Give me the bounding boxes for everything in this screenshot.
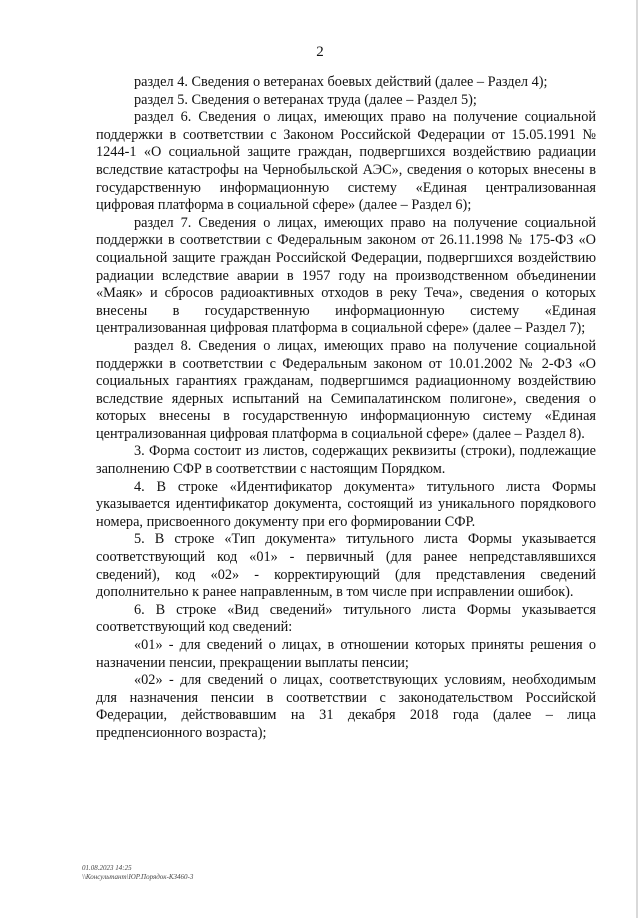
paragraph-item-4: 4. В строке «Идентификатор документа» титульного листа Формы указывается идентификатор документа, состоящий из уникального порядкового номера, присвоенного документу при его формировании СФР. (96, 478, 596, 530)
scan-edge-right (636, 0, 638, 918)
paragraph-section-4: раздел 4. Сведения о ветеранах боевых действий (далее – Раздел 4); (134, 74, 548, 90)
paragraph-section-6: раздел 6. Сведения о лицах, имеющих право на получение социальной поддержки в соответствии с Законом Российской Федерации от 15.05.1991 № 1244-1 «О социальной защите граждан, подвергшихся воздействию радиации вследствие катастрофы на Чернобыльской АЭС», сведения о которых внесены в государственную информационную систему «Единая централизованная цифровая платформа в социальной сфере» (далее – Раздел 6); (96, 109, 596, 214)
paragraph-code-02: «02» - для сведений о лицах, соответствующих условиям, необходимым для назначения пенсии в соответствии с законодательством Российской Федерации, действовавшим на 31 декабря 2018 года (далее – лица предпенсионного возраста); (96, 672, 596, 741)
footer-stamp (82, 864, 193, 882)
paragraph-code-01: «01» - для сведений о лицах, в отношении которых приняты решения о назначении пенсии, прекращении выплаты пенсии; (96, 637, 596, 671)
paragraph-section-5: раздел 5. Сведения о ветеранах труда (далее – Раздел 5); (134, 91, 477, 108)
paragraph-section-7: раздел 7. Сведения о лицах, имеющих право на получение социальной поддержки в соответствии с Федеральным законом от 26.11.1998 № 175-ФЗ «О социальной защите граждан Российской Федерации, подвергшихся воздействию радиации вследствие аварии в 1957 году на производственном объединении «Маяк» и сбросов радиоактивных отходов в реку Теча», сведения о которых внесены в государственную информационную систему «Единая централизованная цифровая платформа в социальной сфере» (далее – Раздел 7); (96, 214, 596, 337)
footer-path: \\Консультант\ЮР.Порядок-КЗ460-3 (82, 873, 194, 881)
paragraph-item-5: 5. В строке «Тип документа» титульного листа Формы указывается соответствующий код «01» - первичный (для ранее непредставлявшихся сведений), код «02» - корректирующий (для представления сведений дополнительно к ранее направленным, в том числе при исправлении ошибок). (96, 531, 596, 601)
paragraph-section-8: раздел 8. Сведения о лицах, имеющих право на получение социальной поддержки в соответствии с Федеральным законом от 10.01.2002 № 2-ФЗ «О социальных гарантиях гражданам, подвергшимся радиационному воздействию вследствие ядерных испытаний на Семипалатинском полигоне», сведения о которых внесены в государственную информационную систему «Единая централизованная цифровая платформа в социальной сфере» (далее – Раздел 8). (96, 337, 596, 442)
document-body (96, 74, 596, 743)
paragraph-item-6: 6. В строке «Вид сведений» титульного листа Формы указывается соответствующий код сведений: (96, 601, 596, 636)
paragraph-item-3: 3. Форма состоит из листов, содержащих реквизиты (строки), подлежащие заполнению СФР в соответствии с настоящим Порядком. (96, 443, 596, 478)
footer-date: 01.08.2023 14:25 (82, 864, 132, 872)
page-number: 2 (316, 44, 324, 60)
